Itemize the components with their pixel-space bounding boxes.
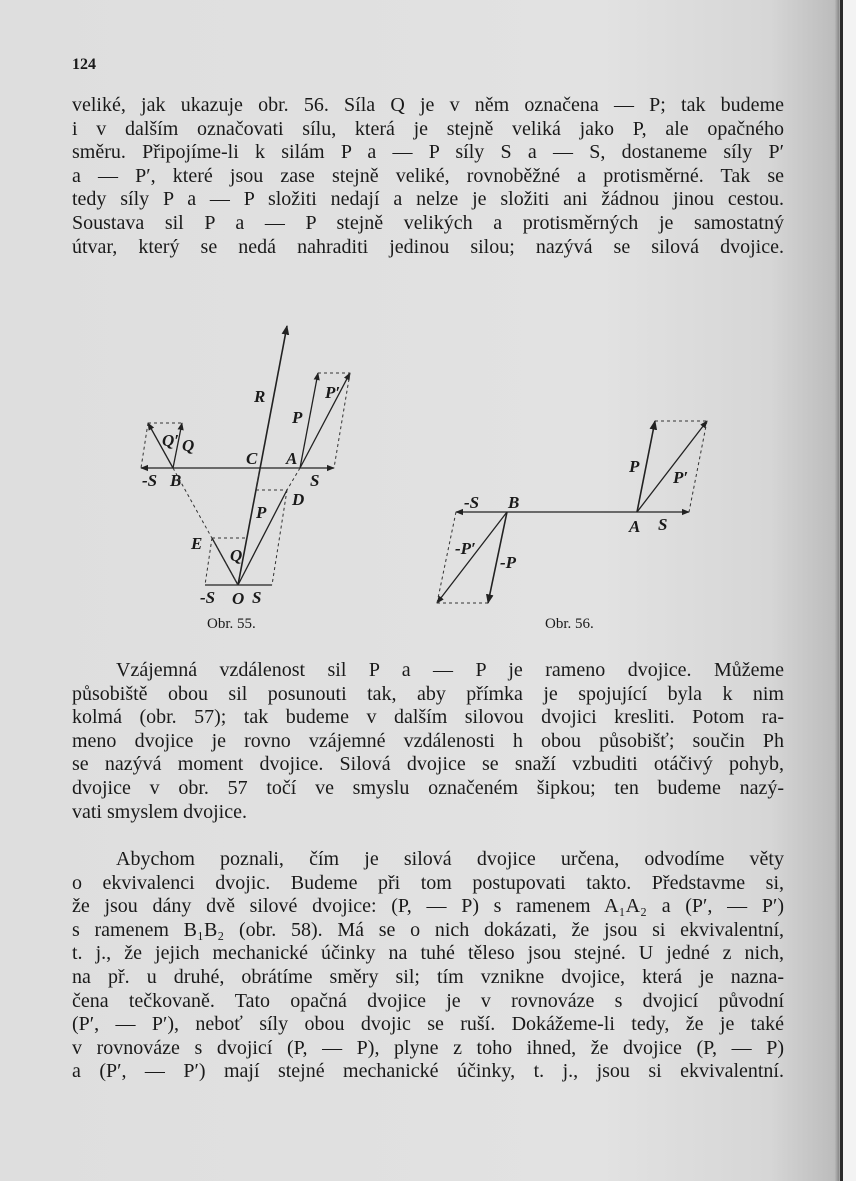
label-Q-prime: Q′ (162, 431, 180, 450)
text-line: t. j., že jejich mechanické účinky na tuhé těleso jsou stejné. U jedné z nich, (72, 942, 784, 965)
text-line: Vzájemná vzdálenost sil P a — P je rameno dvojice. Můžeme (116, 659, 784, 681)
label-Q-top: Q (182, 436, 195, 455)
text-line: o ekvivalenci dvojic. Budeme při tom postupovati takto. Představme si, (72, 871, 784, 894)
label-neg-P-prime: -P′ (455, 539, 476, 558)
label-D: D (292, 490, 305, 509)
text-line: na př. u druhé, obrátíme směry sil; tím vznikne dvojice, která je nazna- (72, 965, 784, 988)
text-line: tedy síly P a — P složiti nedají a nelze je složiti ani žádnou jinou cestou. (72, 188, 784, 211)
label-O: O (232, 589, 245, 608)
label-neg-P: -P (500, 553, 517, 572)
text-line: meno dvojice je rovno vzájemné vzdálenosti h obou působišť; součin Ph (72, 729, 784, 752)
label-S: S (658, 515, 668, 534)
label-P: P (629, 457, 640, 476)
text-line: (P′, — P′), neboť síly obou dvojic se ruší. Dokážeme-li tedy, že je také (72, 1013, 784, 1036)
text-line: vati smyslem dvojice. (72, 800, 247, 823)
label-S-bottom: S (252, 588, 262, 607)
label-P-prime: P′ (673, 468, 689, 487)
text-line: Soustava sil P a — P stejně velikých a protisměrných je samostatný (72, 211, 784, 234)
label-A: A (629, 517, 641, 536)
text-line: působiště obou sil posunouti tak, aby přímka je spojující byla k nim (72, 682, 784, 705)
text-line: Abychom poznali, čím je silová dvojice určena, odvodíme věty (116, 848, 784, 870)
label-P-prime: P′ (325, 383, 341, 402)
text-line: že jsou dány dvě silové dvojice: (P, — P) s ramenem A₁A₂ a (P′, — P′) (72, 895, 784, 918)
text-line: s ramenem B₁B₂ (obr. 58). Má se o nich dokázati, že jsou si ekvivalentní, (72, 918, 784, 941)
label-P-top: P (292, 408, 303, 427)
text-line: kolmá (obr. 57); tak budeme v dalším silovou dvojici kresliti. Potom ra- (72, 706, 784, 729)
label-neg-S: -S (464, 493, 480, 512)
label-S-top: S (310, 471, 320, 490)
text-line: útvar, který se nedá nahraditi jedinou silou; nazývá se silová dvojice. (72, 235, 784, 258)
paragraph-2 (72, 659, 784, 824)
text-line: i v dalším označovati sílu, která je stejně veliká jako P, ale opačného (72, 117, 784, 140)
label-neg-S-top: -S (142, 471, 158, 490)
figure-55-caption: Obr. 55. (207, 616, 256, 632)
text-line: směru. Připojíme-li k silám P a — P síly S a — S, dostaneme síly P′ (72, 141, 784, 164)
text-line: se nazývá moment dvojice. Silová dvojice se snaží vzbuditi otáčivý pohyb, (72, 753, 784, 776)
label-B: B (508, 493, 520, 512)
paragraph-3 (72, 848, 784, 1084)
label-Q-bottom: Q (230, 546, 243, 565)
text-line: a (P′, — P′) mají stejné mechanické účinky, t. j., jsou si ekvivalentní. (72, 1060, 784, 1083)
label-A: A (286, 449, 298, 468)
figure-56-caption: Obr. 56. (545, 616, 594, 632)
text-line: čena tečkovaně. Tato opačná dvojice je v rovnováze s dvojicí původní (72, 989, 784, 1012)
label-P-mid: P (256, 503, 267, 522)
label-neg-S-bottom: -S (200, 588, 216, 607)
text-line: veliké, jak ukazuje obr. 56. Síla Q je v něm označena — P; tak budeme (72, 94, 784, 116)
label-C: C (246, 449, 258, 468)
text-line: v rovnováze s dvojicí (P, — P), plyne z toho ihned, že dvojice (P, — P) (72, 1036, 784, 1059)
label-R: R (254, 387, 266, 406)
page-number: 124 (72, 56, 96, 73)
text-line: dvojice v obr. 57 točí ve smyslu označeném šipkou; ten budeme nazý- (72, 776, 784, 799)
label-B: B (170, 471, 182, 490)
label-E: E (191, 534, 203, 553)
text-line: a — P′, které jsou zase stejně veliké, rovnoběžné a protisměrné. Tak se (72, 164, 784, 187)
